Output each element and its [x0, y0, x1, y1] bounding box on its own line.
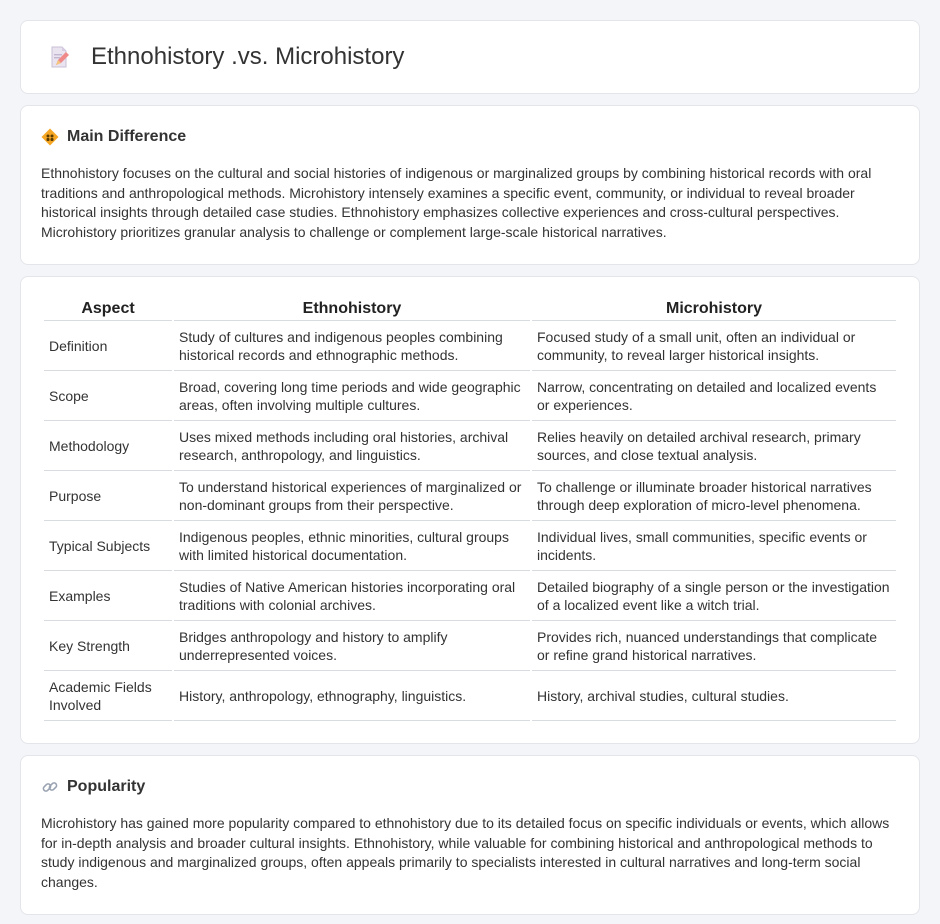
table-row: [44, 571, 896, 621]
table-row: [44, 321, 896, 371]
row-microhistory: To challenge or illuminate broader historical narratives through deep exploration of micro-level phenomena.: [532, 471, 896, 521]
main-difference-text: Ethnohistory focuses on the cultural and social histories of indigenous or marginalized groups by combining historical records with oral traditions and anthropological methods. Microhistory intensely examines a specific event, community, or individual to reveal broader historical insights through detailed case studies. Ethnohistory emphasizes collective experiences and cross-cultural perspectives. Microhistory prioritizes granular analysis to challenge or complement large-scale historical narratives.: [41, 165, 872, 240]
diamond-people-icon: [41, 128, 59, 146]
comparison-table: [42, 299, 898, 721]
row-ethnohistory: Studies of Native American histories incorporating oral traditions with colonial archives.: [174, 571, 530, 621]
row-microhistory: Provides rich, nuanced understandings that complicate or refine grand historical narratives.: [532, 621, 896, 671]
document-pencil-icon: [47, 45, 71, 69]
table-row: [44, 471, 896, 521]
row-aspect: Typical Subjects: [44, 521, 172, 571]
page-header: [20, 20, 920, 94]
row-aspect: Academic Fields Involved: [44, 671, 172, 721]
row-ethnohistory: History, anthropology, ethnography, linguistics.: [174, 671, 530, 721]
popularity-section: [20, 755, 920, 915]
row-aspect: Examples: [44, 571, 172, 621]
table-row: [44, 621, 896, 671]
header-ethnohistory: Ethnohistory: [174, 299, 530, 321]
row-ethnohistory: Study of cultures and indigenous peoples combining historical records and ethnographic methods.: [174, 321, 530, 371]
row-aspect: Key Strength: [44, 621, 172, 671]
page-title: Ethnohistory .vs. Microhistory: [91, 43, 405, 70]
main-difference-section: [20, 105, 920, 265]
row-microhistory: Individual lives, small communities, specific events or incidents.: [532, 521, 896, 571]
header-aspect: Aspect: [44, 299, 172, 321]
popularity-title: Popularity: [67, 778, 146, 795]
row-aspect: Definition: [44, 321, 172, 371]
row-microhistory: Detailed biography of a single person or the investigation of a localized event like a witch trial.: [532, 571, 896, 621]
row-aspect: Methodology: [44, 421, 172, 471]
row-ethnohistory: Indigenous peoples, ethnic minorities, cultural groups with limited historical documentation.: [174, 521, 530, 571]
row-microhistory: Relies heavily on detailed archival research, primary sources, and close textual analysis.: [532, 421, 896, 471]
table-row: [44, 421, 896, 471]
link-icon: [41, 778, 59, 796]
table-row: [44, 521, 896, 571]
row-ethnohistory: Uses mixed methods including oral histories, archival research, anthropology, and linguistics.: [174, 421, 530, 471]
row-microhistory: History, archival studies, cultural studies.: [532, 671, 896, 721]
row-microhistory: Narrow, concentrating on detailed and localized events or experiences.: [532, 371, 896, 421]
header-microhistory: Microhistory: [532, 299, 896, 321]
row-microhistory: Focused study of a small unit, often an individual or community, to reveal larger historical insights.: [532, 321, 896, 371]
table-row: [44, 671, 896, 721]
table-row: [44, 371, 896, 421]
row-ethnohistory: To understand historical experiences of marginalized or non-dominant groups from their perspective.: [174, 471, 530, 521]
row-ethnohistory: Bridges anthropology and history to amplify underrepresented voices.: [174, 621, 530, 671]
row-aspect: Scope: [44, 371, 172, 421]
row-ethnohistory: Broad, covering long time periods and wide geographic areas, often involving multiple cultures.: [174, 371, 530, 421]
row-aspect: Purpose: [44, 471, 172, 521]
popularity-text: Microhistory has gained more popularity compared to ethnohistory due to its detailed focus on specific individuals or events, which allows for in-depth analysis and broader cultural insights. Ethnohistory, while valuable for combining historical and anthropological methods to study indigenous and marginalized groups, often appeals primarily to specialists interested in cultural narratives and long-term social changes.: [41, 815, 890, 890]
comparison-table-card: [20, 276, 920, 744]
main-difference-title: Main Difference: [67, 128, 187, 145]
